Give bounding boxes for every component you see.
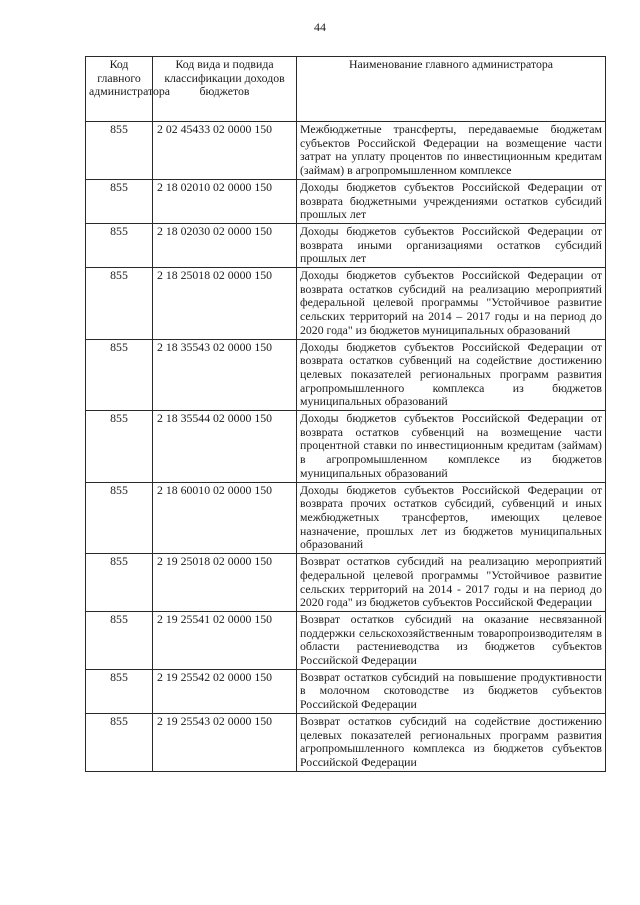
- table-row: [86, 611, 606, 669]
- table-row: [86, 268, 606, 340]
- cell-class-code: 2 19 25542 02 0000 150: [153, 669, 297, 713]
- cell-class-code: 2 19 25541 02 0000 150: [153, 611, 297, 669]
- cell-admin-code: 855: [86, 122, 153, 180]
- cell-admin-name: Возврат остатков субсидий на содействие достижению целевых показателей региональных программ развития агропромышленного комплекса из бюджетов субъектов Российской Федерации: [297, 713, 606, 771]
- cell-class-code: 2 18 35544 02 0000 150: [153, 411, 297, 483]
- table-row: [86, 339, 606, 411]
- cell-admin-code: 855: [86, 669, 153, 713]
- cell-admin-code: 855: [86, 554, 153, 612]
- cell-admin-code: 855: [86, 223, 153, 267]
- cell-admin-code: 855: [86, 339, 153, 411]
- table-body: [86, 122, 606, 772]
- cell-admin-name: Межбюджетные трансферты, передаваемые бюджетам субъектов Российской Федерации на возмещение части затрат на уплату процентов по инвестиционным кредитам (займам) в агропромышленном комплексе: [297, 122, 606, 180]
- cell-admin-name: Доходы бюджетов субъектов Российской Федерации от возврата бюджетными учреждениями остатков субсидий прошлых лет: [297, 179, 606, 223]
- table-row: [86, 554, 606, 612]
- header-admin-code: Код главного администратора: [86, 57, 153, 122]
- cell-class-code: 2 18 35543 02 0000 150: [153, 339, 297, 411]
- cell-class-code: 2 02 45433 02 0000 150: [153, 122, 297, 180]
- cell-admin-name: Доходы бюджетов субъектов Российской Федерации от возврата остатков субсидий на реализацию мероприятий федеральной целевой программы "Устойчивое развитие сельских территорий на 2014 – 2017 годы и на период до 2020 года" из бюджетов муниципальных образований: [297, 268, 606, 340]
- header-admin-name: Наименование главного администратора: [297, 57, 606, 122]
- header-class-code: Код вида и подвида классификации доходов бюджетов: [153, 57, 297, 122]
- table-header-row: [86, 57, 606, 122]
- cell-class-code: 2 18 60010 02 0000 150: [153, 482, 297, 554]
- cell-admin-name: Возврат остатков субсидий на оказание несвязанной поддержки сельскохозяйственным товаропроизводителям в области растениеводства из бюджетов субъектов Российской Федерации: [297, 611, 606, 669]
- cell-class-code: 2 18 25018 02 0000 150: [153, 268, 297, 340]
- cell-admin-code: 855: [86, 268, 153, 340]
- cell-admin-name: Доходы бюджетов субъектов Российской Федерации от возврата остатков субвенций на содействие достижению целевых показателей региональных программ развития агропромышленного комплекса из бюджетов муниципальных образований: [297, 339, 606, 411]
- cell-admin-name: Доходы бюджетов субъектов Российской Федерации от возврата иными организациями остатков субсидий прошлых лет: [297, 223, 606, 267]
- table-row: [86, 482, 606, 554]
- revenue-classification-table: [85, 56, 606, 772]
- cell-admin-name: Доходы бюджетов субъектов Российской Федерации от возврата прочих остатков субсидий, субвенций и иных межбюджетных трансфертов, имеющих целевое назначение, прошлых лет из бюджетов муниципальных образований: [297, 482, 606, 554]
- cell-admin-code: 855: [86, 482, 153, 554]
- cell-admin-code: 855: [86, 179, 153, 223]
- cell-class-code: 2 19 25018 02 0000 150: [153, 554, 297, 612]
- cell-class-code: 2 18 02030 02 0000 150: [153, 223, 297, 267]
- cell-admin-name: Доходы бюджетов субъектов Российской Федерации от возврата остатков субвенций на возмещение части процентной ставки по инвестиционным кредитам (займам) в агропромышленном комплексе из бюджетов муниципальных образований: [297, 411, 606, 483]
- cell-class-code: 2 18 02010 02 0000 150: [153, 179, 297, 223]
- page-number: 44: [314, 20, 326, 34]
- table-row: [86, 669, 606, 713]
- table-row: [86, 713, 606, 771]
- cell-class-code: 2 19 25543 02 0000 150: [153, 713, 297, 771]
- table-row: [86, 179, 606, 223]
- cell-admin-name: Возврат остатков субсидий на повышение продуктивности в молочном скотоводстве из бюджетов субъектов Российской Федерации: [297, 669, 606, 713]
- cell-admin-code: 855: [86, 411, 153, 483]
- cell-admin-code: 855: [86, 611, 153, 669]
- table-row: [86, 122, 606, 180]
- table-row: [86, 223, 606, 267]
- cell-admin-code: 855: [86, 713, 153, 771]
- cell-admin-name: Возврат остатков субсидий на реализацию мероприятий федеральной целевой программы "Устойчивое развитие сельских территорий на 2014 - 2017 годы и на период до 2020 года" из бюджетов субъектов Российской Федерации: [297, 554, 606, 612]
- table-row: [86, 411, 606, 483]
